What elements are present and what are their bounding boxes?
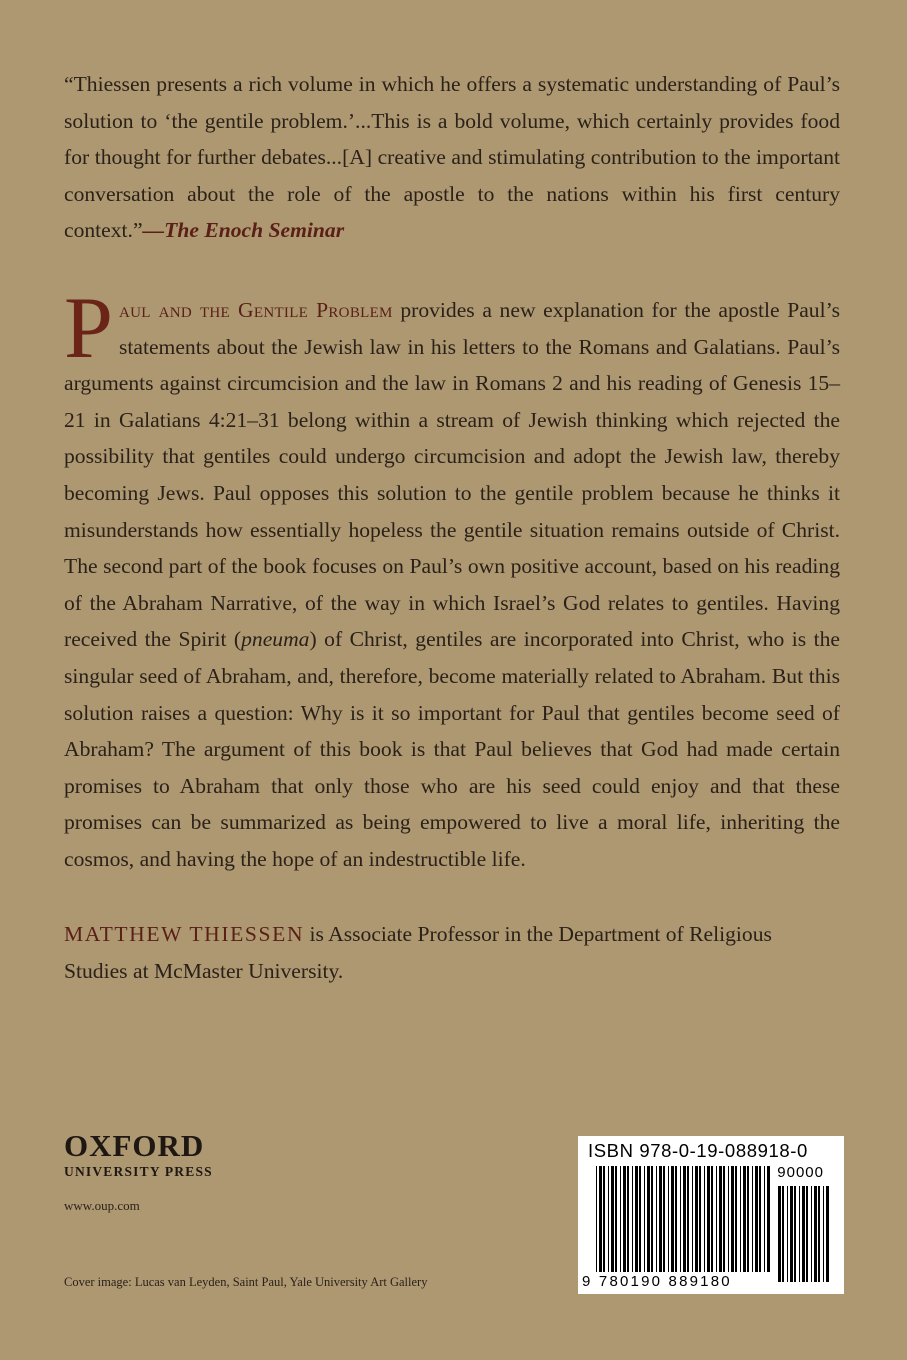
barcode-bar: [802, 1186, 805, 1282]
barcode: [578, 1136, 844, 1294]
review-source: —The Enoch Seminar: [142, 218, 345, 243]
barcode-bar: [752, 1166, 753, 1272]
barcode-bar: [651, 1166, 653, 1272]
barcode-bar: [767, 1166, 770, 1272]
barcode-bar: [823, 1186, 824, 1282]
publisher-logo: OXFORD: [64, 1128, 205, 1163]
barcode-bar: [615, 1166, 617, 1272]
barcode-bar: [603, 1166, 605, 1272]
barcode-bar: [639, 1166, 641, 1272]
barcode-bar: [806, 1186, 808, 1282]
barcode-bar: [716, 1166, 717, 1272]
description-italic: pneuma: [241, 627, 310, 652]
barcode-bar: [632, 1166, 633, 1272]
barcode-bar: [811, 1186, 812, 1282]
barcode-bar: [680, 1166, 681, 1272]
cover-credit: Cover image: Lucas van Leyden, Saint Paul, Yale University Art Gallery: [64, 1275, 428, 1289]
ean-digits: 9 780190 889180: [582, 1273, 732, 1290]
barcode-bar: [735, 1166, 737, 1272]
barcode-bar: [782, 1186, 784, 1282]
barcode-bar: [728, 1166, 729, 1272]
barcode-addon: 90000: [777, 1164, 824, 1181]
barcode-bar: [699, 1166, 701, 1272]
barcode-bar: [647, 1166, 650, 1272]
barcode-bar: [707, 1166, 710, 1272]
barcode-bar: [635, 1166, 638, 1272]
barcode-bar: [683, 1166, 686, 1272]
barcode-bar: [608, 1166, 609, 1272]
author-bio: [64, 916, 840, 989]
review-quote: [64, 66, 840, 249]
book-title: aul and the Gentile Problem: [118, 298, 393, 322]
barcode-bar: [663, 1166, 665, 1272]
barcode-bar: [687, 1166, 689, 1272]
barcode-bar: [599, 1166, 602, 1272]
barcode-bar: [818, 1186, 820, 1282]
barcode-bar: [826, 1186, 829, 1282]
barcode-bar: [764, 1166, 765, 1272]
barcode-bar: [759, 1166, 761, 1272]
barcode-bars: [578, 1136, 844, 1294]
barcode-bar: [790, 1186, 793, 1282]
barcode-bar: [794, 1186, 796, 1282]
barcode-bar: [778, 1186, 781, 1282]
barcode-bar: [659, 1166, 662, 1272]
description-text-1: provides a new explanation for the apostle Paul’s statements about the Jewish law in his letters to the Romans and Galatians. Paul’s arguments against circumcision and the law in Romans 2 and his reading of Genesis 15–21 in Galatians 4:21–31 belong within a stream of Jewish thinking which rejected the possibility that gentiles could undergo circumcision and adopt the Jewish law, thereby becoming Jews. Paul opposes this solution to the gentile problem because he thinks it misunderstands how essentially hopeless the gentile situation remains outside of Christ. The second part of the book focuses on Paul’s own positive account, based on his reading of the Abraham Narrative, of the way in which Israel’s God relates to gentiles. Having received the Spirit (: [64, 298, 840, 652]
barcode-bar: [611, 1166, 614, 1272]
barcode-bar: [787, 1186, 788, 1282]
barcode-bar: [755, 1166, 758, 1272]
review-text: “Thiessen presents a rich volume in which he offers a systematic understanding of Paul’s solution to ‘the gentile problem.’...This is a bold volume, which certainly provides food for thought for further debates...[A] creative and stimulating contribution to the important conversation about the role of the apostle to the nations within his first century context.”: [64, 72, 840, 243]
barcode-bar: [596, 1166, 597, 1272]
barcode-bar: [620, 1166, 621, 1272]
barcode-bar: [723, 1166, 725, 1272]
barcode-bar: [740, 1166, 741, 1272]
barcode-bar: [671, 1166, 674, 1272]
book-description: [64, 280, 840, 878]
description-text-2: ) of Christ, gentiles are incorporated into Christ, who is the singular seed of Abraham, and, therefore, become materially related to Abraham. But this solution raises a question: Why is it so important for Paul that gentiles become seed of Abraham? The argument of this book is that Paul believes that God had made certain promises to Abraham that only those who are his seed could enjoy and that these promises can be summarized as being empowered to live a moral life, inheriting the cosmos, and having the hope of an indestructible life.: [64, 627, 840, 871]
barcode-bar: [695, 1166, 698, 1272]
barcode-bar: [719, 1166, 722, 1272]
barcode-bar: [814, 1186, 817, 1282]
barcode-bar: [623, 1166, 626, 1272]
barcode-bar: [692, 1166, 693, 1272]
publisher-website: www.oup.com: [64, 1198, 140, 1213]
isbn-label: ISBN 978-0-19-088918-0: [588, 1140, 808, 1161]
publisher-subtitle: UNIVERSITY PRESS: [64, 1164, 213, 1179]
barcode-bar: [668, 1166, 669, 1272]
barcode-bar: [656, 1166, 657, 1272]
barcode-bar: [711, 1166, 713, 1272]
author-name: MATTHEW THIESSEN: [64, 922, 305, 946]
barcode-bar: [704, 1166, 705, 1272]
barcode-bar: [799, 1186, 800, 1282]
barcode-bar: [644, 1166, 645, 1272]
barcode-bar: [747, 1166, 749, 1272]
barcode-bar: [627, 1166, 629, 1272]
drop-cap: P: [64, 280, 113, 377]
barcode-bar: [675, 1166, 677, 1272]
barcode-bar: [743, 1166, 746, 1272]
author-bio-text: is Associate Professor in the Department of Religious Studies at McMaster University.: [64, 922, 772, 983]
barcode-bar: [731, 1166, 734, 1272]
